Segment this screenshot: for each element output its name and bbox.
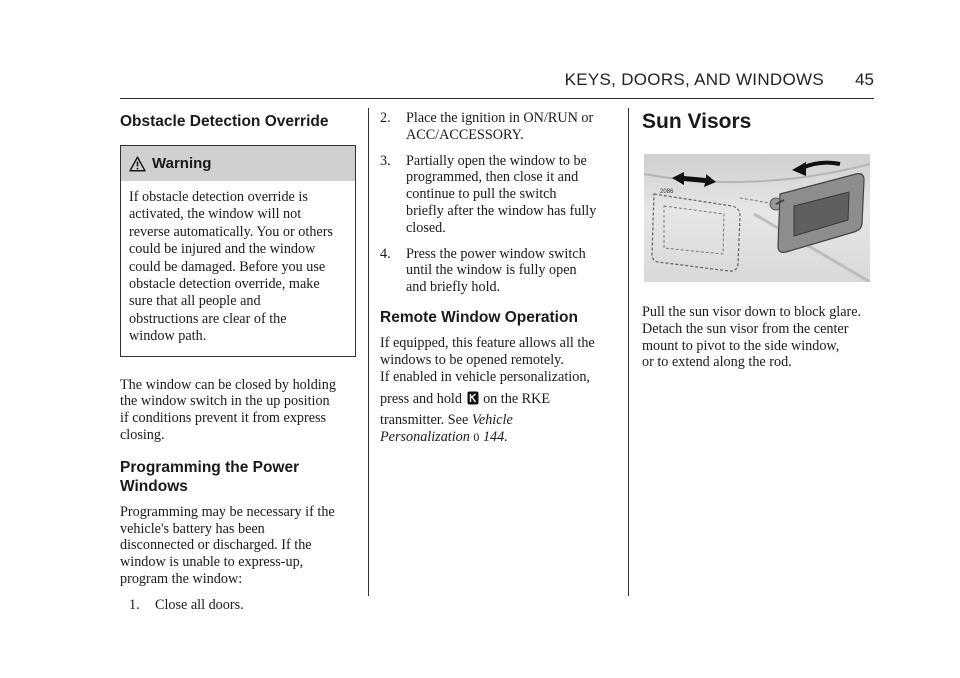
text-line: and briefly hold. (406, 279, 501, 296)
text-line: Press the power window switch (406, 245, 586, 262)
header-rule (120, 98, 874, 99)
warning-line: If obstacle detection override is (129, 189, 308, 205)
text-line: or to extend along the rod. (642, 354, 792, 371)
text-line: disconnected or discharged. If the (120, 537, 312, 554)
text-line: The window can be closed by holding (120, 376, 336, 393)
text-line: closed. (406, 219, 446, 236)
warning-line: activated, the window will not (129, 206, 302, 223)
list-item (380, 110, 616, 144)
list-item (380, 246, 616, 296)
text-line: mount to pivot to the side window, (642, 337, 840, 354)
list-item (380, 153, 616, 237)
unlock-key-icon (467, 391, 479, 405)
warning-text (121, 181, 355, 356)
section-header-title: KEYS, DOORS, AND WINDOWS (564, 70, 824, 89)
text-fragment: press and hold (380, 390, 462, 407)
page-number: 45 (855, 70, 874, 89)
sun-visor-paragraph (642, 304, 880, 371)
warning-line: sure that all people and (129, 293, 261, 310)
step-number: 3. (380, 152, 391, 169)
warning-box (120, 145, 356, 357)
text-line: Pull the sun visor down to block glare. (642, 304, 862, 320)
text-line: vehicle's battery has been (120, 520, 265, 537)
programming-paragraph (120, 504, 356, 588)
page-reference-arrow-icon: 0 (473, 429, 480, 444)
heading-remote-window-operation: Remote Window Operation (380, 308, 578, 326)
cross-reference-link[interactable]: Personalization (380, 428, 470, 445)
step-number: 4. (380, 245, 391, 262)
text-line: until the window is fully open (406, 262, 577, 279)
warning-line: could be injured and the window (129, 241, 316, 258)
text-line: Partially open the window to be (406, 152, 587, 169)
text-line: windows to be opened remotely. (380, 351, 564, 368)
column-divider-2 (628, 108, 629, 596)
text-line: If equipped, this feature allows all the (380, 334, 595, 351)
text-line: programmed, then close it and (406, 169, 579, 186)
text-line: Detach the sun visor from the center (642, 320, 849, 337)
cross-reference-link[interactable]: Vehicle (471, 411, 513, 428)
text-line: program the window: (120, 571, 243, 588)
text-fragment: on the RKE (483, 390, 551, 407)
step-number: 2. (380, 110, 391, 126)
steps-list-continued (380, 110, 616, 296)
sun-visor-drawing (644, 154, 870, 282)
list-item (129, 597, 356, 614)
step-text (406, 110, 593, 144)
text-line: continue to pull the switch (406, 186, 557, 203)
text-line (380, 412, 513, 429)
warning-triangle-icon (129, 156, 146, 172)
text-line: closing. (120, 427, 165, 444)
warning-header (121, 146, 355, 181)
text-line: the window switch in the up position (120, 393, 330, 410)
step-text (406, 246, 586, 296)
step-number: 1. (129, 596, 140, 613)
warning-line: could be damaged. Before you use (129, 258, 326, 275)
warning-line: window path. (129, 328, 207, 345)
column-3 (642, 110, 880, 371)
text-line: ACC/ACCESSORY. (406, 126, 524, 143)
sun-visor-illustration (644, 154, 870, 282)
page-reference[interactable]: 144. (482, 428, 508, 445)
heading-programming-power-windows (120, 458, 356, 496)
text-line: if conditions prevent it from express (120, 410, 327, 427)
warning-line: reverse automatically. You or others (129, 223, 333, 240)
text-line: briefly after the window has fully (406, 202, 597, 219)
heading-sun-visors: Sun Visors (642, 110, 752, 133)
column-2 (380, 110, 616, 446)
warning-label: Warning (152, 155, 212, 172)
heading-obstacle-detection-override: Obstacle Detection Override (120, 113, 329, 130)
image-code: 2086 (660, 189, 674, 195)
column-divider-1 (368, 108, 369, 596)
text-line: If enabled in vehicle personalization, (380, 368, 590, 385)
step-text: Close all doors. (155, 596, 244, 613)
double-arrow-icon (672, 172, 716, 187)
steps-list-start (129, 597, 356, 614)
text-line: Programming may be necessary if the (120, 503, 335, 520)
text-fragment: transmitter. See (380, 411, 469, 428)
override-paragraph (120, 377, 356, 444)
text-line: Place the ignition in ON/RUN or (406, 110, 594, 126)
heading-line: Windows (120, 477, 188, 495)
heading-line: Programming the Power (120, 458, 300, 476)
warning-line: obstructions are clear of the (129, 310, 287, 327)
column-1 (120, 110, 356, 614)
text-line (380, 391, 550, 408)
remote-paragraph (380, 335, 616, 446)
text-line: window is unable to express-up, (120, 554, 304, 571)
warning-line: obstacle detection override, make (129, 276, 320, 293)
text-line (380, 429, 508, 445)
step-text (406, 153, 596, 237)
